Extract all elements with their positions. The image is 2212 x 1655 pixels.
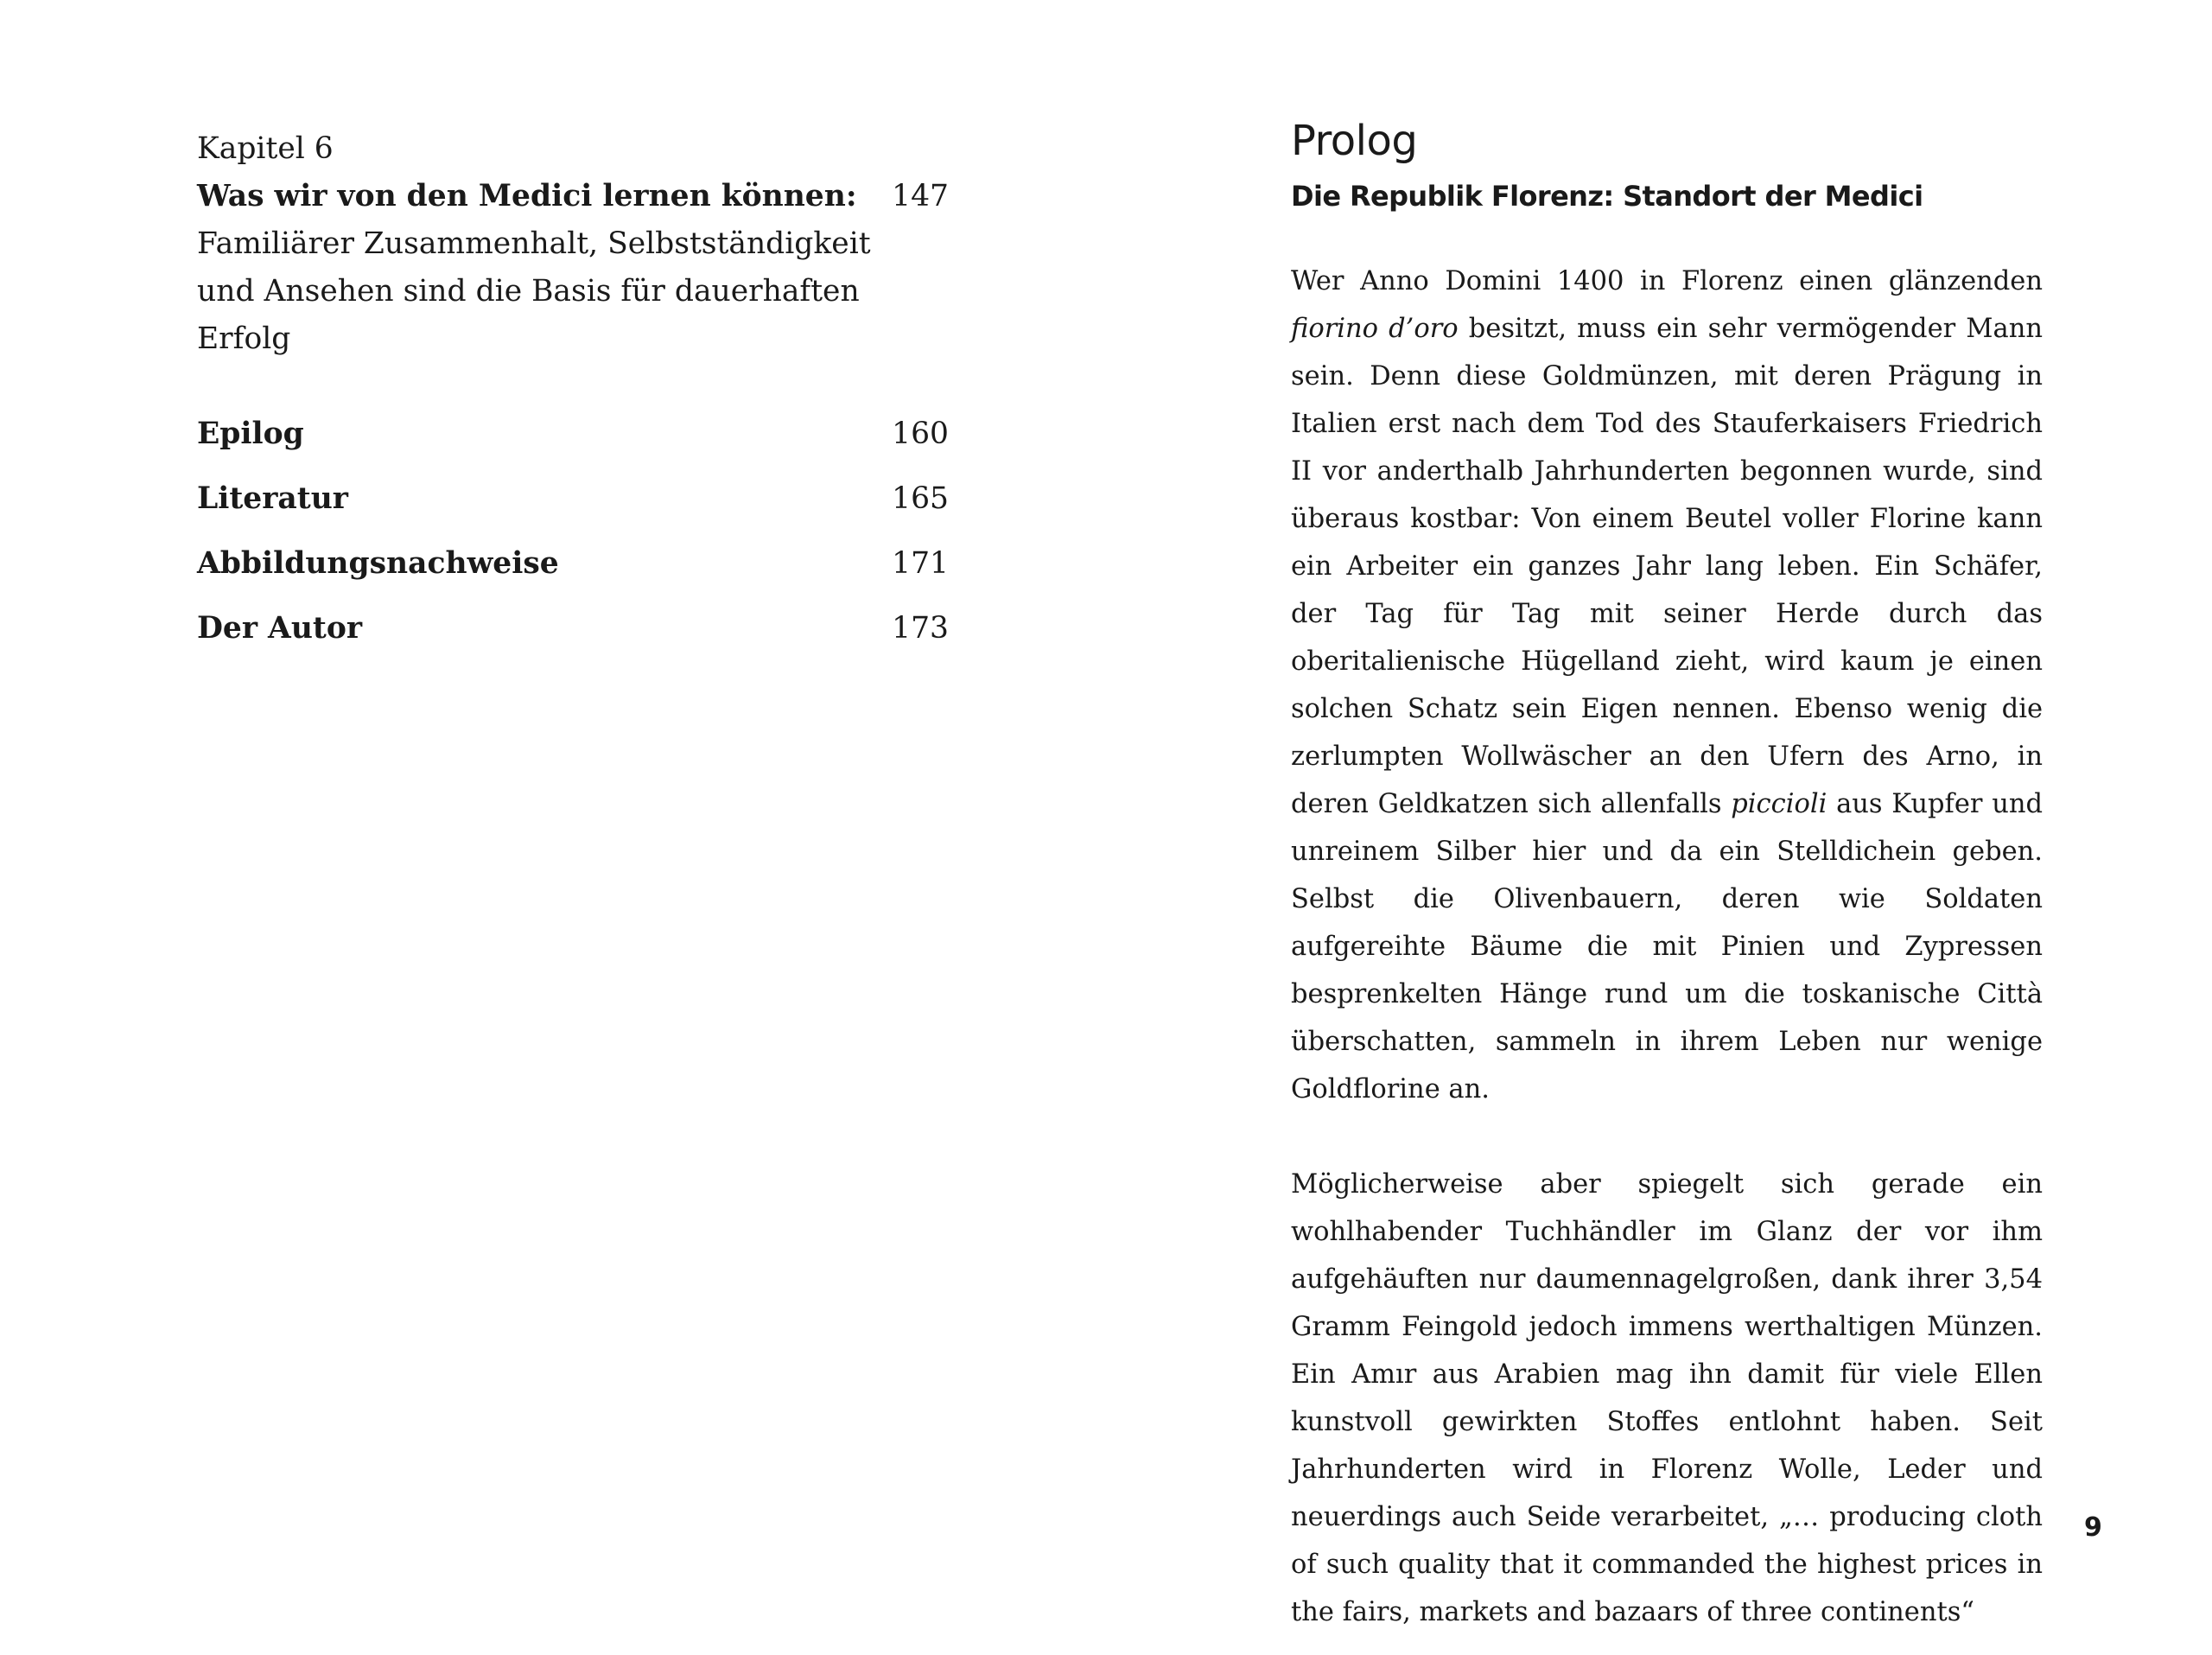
toc-entry-page: 160 [892,417,949,451]
toc-entry-literatur [197,475,949,523]
prologue-paragraph-2: Möglicherweise aber spiegelt sich gerade ein wohlhabender Tuchhändler im Glanz der vor ihm aufgehäuften nur daumennagelgroßen, dank ihrer 3,54 Gramm Feingold jedoch immens werthaltigen Münzen. Ein Amır aus Arabien mag ihn damit für viele Ellen kunstvoll gewirkten Stoffes entlohnt haben. Seit Jahrhunderten wird in Florenz Wolle, Leder und neuerdings auch Seide verarbeitet, „… producing cloth of such quality that it commanded the highest prices in the fairs, markets and bazaars of three continents“ [1291,1169,2043,1627]
prologue-title: Prolog [1291,117,1418,165]
page-number: 9 [2084,1512,2102,1543]
italic-term-fiorino: fiorino d’oro [1291,314,1459,344]
toc-chapter-label: Kapitel 6 [197,131,334,166]
toc-entry-title: Literatur [197,481,348,516]
table-of-contents [197,125,949,670]
italic-term-piccioli: piccioli [1731,789,1827,819]
paragraph-text: Wer Anno Domini 1400 in Florenz einen glänzenden [1291,266,2043,296]
prologue-section [1291,112,2043,1636]
toc-chapter-subtitle-line-1: Familiärer Zusammenhalt, Selbstständigkeit [197,226,871,261]
prologue-body [1291,258,2043,1636]
toc-entry-page: 165 [892,481,949,516]
prologue-subtitle: Die Republik Florenz: Standort der Medici [1291,180,1923,213]
toc-entry-der-autor [197,605,949,652]
paragraph-text: aus Kupfer und unreinem Silber hier und da ein Stelldichein geben. Selbst die Olivenbauern, deren wie Soldaten aufgereihte Bäume die mit Pinien und Zypressen besprenkelten Hänge rund um die toskanische Città überschatten, sammeln in ihrem Leben nur wenige Goldflorine an. [1291,789,2044,1104]
toc-entry-title: Der Autor [197,611,363,646]
toc-chapter-row [197,173,949,220]
prologue-paragraph-1 [1291,258,2043,1113]
toc-spacer [197,363,949,411]
paragraph-text: besitzt, muss ein sehr vermögender Mann sein. Denn diese Goldmünzen, mit deren Prägung in Italien erst nach dem Tod des Stauferkaisers Friedrich II vor anderthalb Jahrhunderten begonnen wurde, sind überaus kostbar: Von einem Beutel voller Florine kann ein Arbeiter ein ganzes Jahr lang leben. Ein Schäfer, der Tag für Tag mit seiner Herde durch das oberitalienische Hügelland zieht, wird kaum je einen solchen Schatz sein Eigen nennen. Ebenso wenig die zerlumpten Wollwäscher an den Ufern des Arno, in deren Geldkatzen sich allenfalls [1291,314,2043,819]
toc-entry-page: 173 [892,611,949,646]
toc-entry-abbildungsnachweise [197,540,949,588]
toc-entry-epilog [197,411,949,458]
toc-entry-page: 171 [892,546,949,581]
toc-chapter-title: Was wir von den Medici lernen können: [197,179,857,213]
toc-chapter-page: 147 [892,179,949,213]
toc-chapter-subtitle-line-2: und Ansehen sind die Basis für dauerhaften Erfolg [197,274,860,356]
toc-entry-title: Abbildungsnachweise [197,546,559,581]
toc-entry-title: Epilog [197,417,304,451]
